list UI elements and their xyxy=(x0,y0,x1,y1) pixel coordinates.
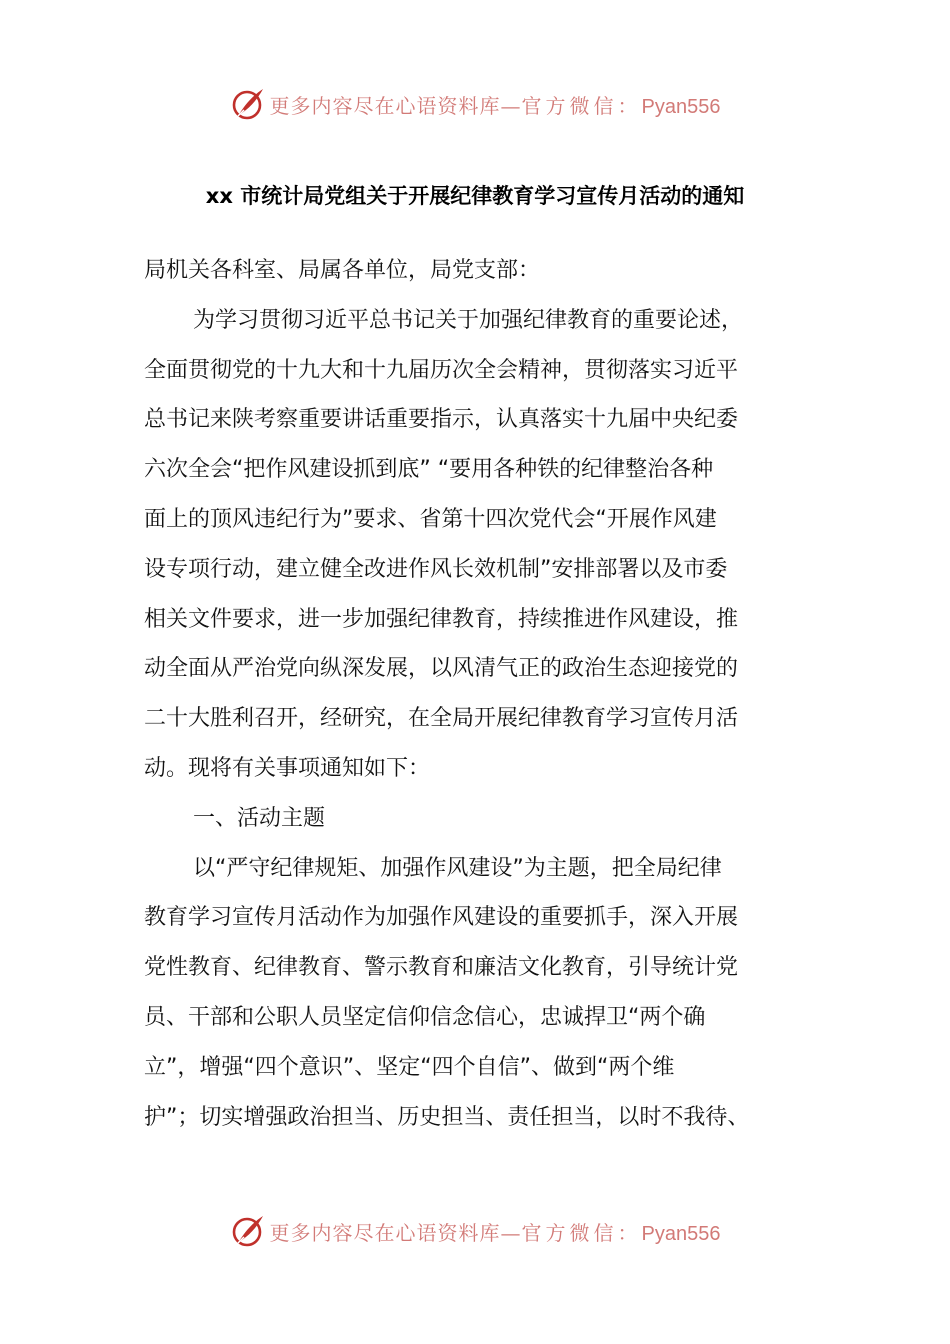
watermark-site: 更多内容尽在心语资料库 xyxy=(269,1220,501,1245)
watermark-wechat-id: Pyan556 xyxy=(641,95,721,118)
salutation: 局机关各科室、局属各单位，局党支部： xyxy=(144,258,541,283)
quill-logo-icon xyxy=(230,86,266,122)
body-line: 护”；切实增强政治担当、历史担当、责任担当，以时不我待、 xyxy=(144,1104,750,1130)
quill-logo-icon xyxy=(230,1213,266,1249)
body-line: 面上的顶风违纪行为”要求、省第十四次党代会“开展作风建 xyxy=(144,506,717,532)
watermark-wechat-label: 官方微信： xyxy=(521,93,642,118)
body-line: 为学习贯彻习近平总书记关于加强纪律教育的重要论述， xyxy=(193,307,744,333)
document-title: xx 市统计局党组关于开展纪律教育学习宣传月活动的通知 xyxy=(205,184,745,208)
body-line: 立”，增强“四个意识”、坚定“四个自信”、做到“两个维 xyxy=(144,1054,675,1080)
body-line: 教育学习宣传月活动作为加强作风建设的重要抓手，深入开展 xyxy=(144,905,739,931)
watermark-site: 更多内容尽在心语资料库 xyxy=(269,93,501,118)
watermark-wechat-id: Pyan556 xyxy=(641,1222,721,1245)
watermark-dash: — xyxy=(500,1220,522,1245)
body-line: 以“严守纪律规矩、加强作风建设”为主题，把全局纪律 xyxy=(193,855,722,881)
body-line: 全面贯彻党的十九大和十九届历次全会精神，贯彻落实习近平 xyxy=(144,357,739,383)
document-body xyxy=(144,246,804,1142)
body-line: 动全面从严治党向纵深发展，以风清气正的政治生态迎接党的 xyxy=(144,656,739,682)
body-line: 动。现将有关事项通知如下： xyxy=(144,755,431,781)
watermark-text xyxy=(270,1217,721,1246)
footer-watermark xyxy=(0,1211,950,1251)
body-line: 员、干部和公职人员坚定信仰信念信心，忠诚捍卫“两个确 xyxy=(144,1004,706,1030)
body-line: 相关文件要求，进一步加强纪律教育，持续推进作风建设，推 xyxy=(144,606,739,632)
watermark-text xyxy=(270,90,721,119)
body-line: 六次全会“把作风建设抓到底” “要用各种铁的纪律整治各种 xyxy=(144,457,714,483)
body-line: 设专项行动，建立健全改进作风长效机制”安排部署以及市委 xyxy=(144,556,728,582)
body-line: 总书记来陕考察重要讲话重要指示，认真落实十九届中央纪委 xyxy=(144,407,739,433)
watermark-dash: — xyxy=(500,93,522,118)
watermark-wechat-label: 官方微信： xyxy=(521,1220,642,1245)
body-line: 二十大胜利召开，经研究，在全局开展纪律教育学习宣传月活 xyxy=(144,706,739,732)
body-line: 党性教育、纪律教育、警示教育和廉洁文化教育，引导统计党 xyxy=(144,955,739,981)
header-watermark xyxy=(0,84,950,124)
section-heading: 一、活动主题 xyxy=(193,805,326,831)
